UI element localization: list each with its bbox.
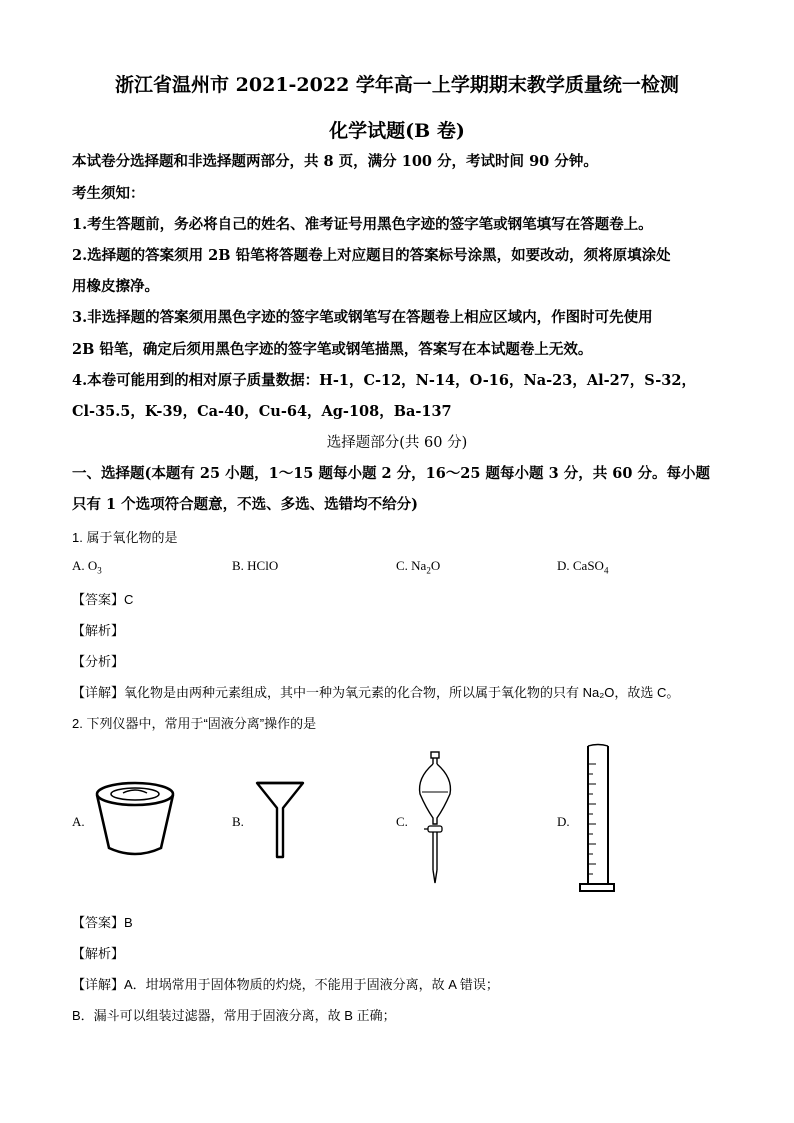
q2-answer: 【答案】B [72, 915, 133, 930]
section-instructions-2: 只有 1 个选项符合题意，不选、多选、选错均不给分) [72, 496, 419, 513]
q2-label-c: C. [396, 814, 408, 829]
q1-answer: 【答案】C [72, 592, 134, 607]
section-title: 选择题部分(共 60 分) [326, 435, 468, 451]
intro-summary: 本试卷分选择题和非选择题两部分，共 8 页，满分 100 分，考试时间 90 分钟。 [72, 153, 598, 170]
q2-label-d: D. [557, 814, 570, 829]
notice-line-3: 用橡皮擦净。 [72, 278, 159, 295]
q1-option-b: B. HClO [232, 558, 279, 573]
q2-label-a: A. [72, 814, 85, 829]
notice-line-7: Cl-35.5，K-39，Ca-40，Cu-64，Ag-108，Ba-137 [72, 403, 452, 420]
q2-label-b: B. [232, 814, 244, 829]
q1-option-c: C. $Na_2O$ [396, 558, 441, 576]
q2-detail-2: B．漏斗可以组装过滤器，常用于固液分离，故 B 正确； [72, 1008, 396, 1023]
graduated-cylinder-drawing [576, 742, 618, 894]
q1-analysis-tag: 【解析】 [72, 623, 125, 638]
exam-subtitle: 化学试题(B 卷) [329, 120, 465, 142]
notice-line-2: 2.选择题的答案须用 2B 铅笔将答题卷上对应题目的答案标号涂黑，如要改动，须将原填涂处 [72, 247, 671, 264]
exam-title: 浙江省温州市 2021-2022 学年高一上学期期末教学质量统一检测 [115, 74, 679, 96]
notice-line-4: 3.非选择题的答案须用黑色字迹的签字笔或钢笔写在答题卷上相应区域内，作图时可先使用 [72, 309, 653, 326]
q1-detail: 【详解】氧化物是由两种元素组成，其中一种为氧元素的化合物，所以属于氧化物的只有 Na₂O，故选 C。 [72, 685, 680, 700]
q1-analysis-sub: 【分析】 [72, 654, 125, 669]
q1-stem: 1. 属于氧化物的是 [72, 530, 178, 545]
funnel-drawing [255, 780, 305, 860]
notice-heading: 考生须知： [72, 185, 145, 202]
q1-option-a: A. $O_3$ [72, 558, 102, 576]
notice-line-5: 2B 铅笔，确定后须用黑色字迹的签字笔或钢笔描黑，答案写在本试题卷上无效。 [72, 341, 593, 358]
section-instructions-1: 一、选择题(本题有 25 小题，1～15 题每小题 2 分，16～25 题每小题 3 分，共 60 分。每小题 [72, 465, 710, 482]
notice-line-1: 1.考生答题前，务必将自己的姓名、准考证号用黑色字迹的签字笔或钢笔填写在答题卷上。 [72, 216, 653, 233]
q2-detail-1: 【详解】A．坩埚常用于固体物质的灼烧，不能用于固液分离，故 A 错误； [72, 977, 499, 992]
q2-stem: 2. 下列仪器中，常用于“固液分离”操作的是 [72, 716, 317, 731]
separatory-funnel-drawing [414, 750, 456, 885]
crucible-drawing [92, 780, 178, 858]
notice-line-6: 4.本卷可能用到的相对原子质量数据：H-1，C-12，N-14，O-16，Na-23，Al-27，S-32， [72, 372, 696, 389]
q1-option-d: D. CaSO$_4$ [557, 558, 609, 576]
q2-analysis-tag: 【解析】 [72, 946, 125, 961]
